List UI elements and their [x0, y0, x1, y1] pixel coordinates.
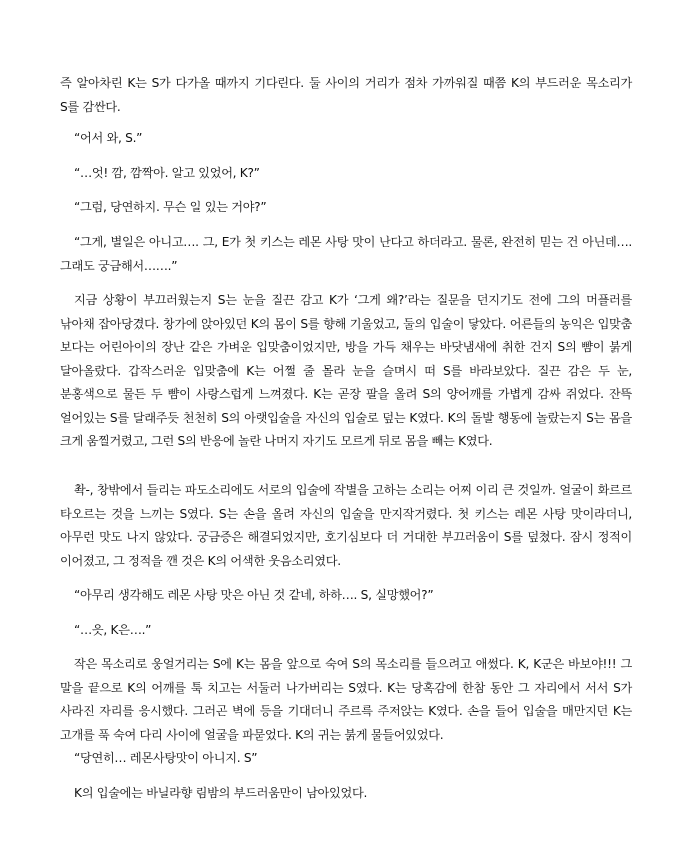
paragraph-5: “그게, 별일은 아니고…. 그, E가 첫 키스는 레몬 사탕 맛이 난다고 하더라고. 물론, 완전히 믿는 건 아닌데…. 그래도 궁금해서…….”: [60, 235, 632, 273]
paragraph-8: “아무리 생각해도 레몬 사탕 맛은 아닌 것 같네, 하하…. S, 실망했어?”: [74, 588, 434, 602]
paragraph-7: 촥-, 창밖에서 들리는 파도소리에도 서로의 입술에 작별을 고하는 소리는 어찌 이리 큰 것일까. 얼굴이 화르르 타오르는 것을 느끼는 S였다. S는 손을 올려 자신의 입술을 만지작거렸다. 첫 키스는 레몬 사탕 맛이라더니, 아무런 맛도 나지 않았다. 궁금증은 해결되었지만, 호기심보다 더 거대한 부끄러움이 S를 덮쳤다. 잠시 정적이 이어졌고, 그 정적을 깬 것은 K의 어색한 웃음소리였다.: [60, 483, 632, 568]
paragraph-1: 즉 알아차린 K는 S가 다가올 때까지 기다린다. 둘 사이의 거리가 점차 가까워질 때쯤 K의 부드러운 목소리가 S를 감싼다.: [60, 76, 632, 114]
paragraph-2: “어서 와, S.”: [74, 131, 143, 145]
paragraph-11: “당연히… 레몬사탕맛이 아니지. S”: [74, 751, 258, 765]
paragraph-6: 지금 상황이 부끄러웠는지 S는 눈을 질끈 감고 K가 ‘그게 왜?’라는 질문을 던지기도 전에 그의 머플러를 낚아채 잡아당겼다. 창가에 앉아있던 K의 몸이 S를 향해 기울었고, 둘의 입술이 닿았다. 어른들의 농익은 입맞춤 보다는 어린아이의 장난 같은 가벼운 입맞춤이었지만, 방을 가득 채우는 바닷냄새에 취한 건지 S의 뺨이 붉게 달아올랐다. 갑작스러운 입맞춤에 K는 어쩔 줄 몰라 눈을 슬며시 떠 S를 바라보았다. 질끈 감은 두 눈, 분홍색으로 물든 두 뺨이 사랑스럽게 느껴졌다. K는 곧장 팔을 올려 S의 양어깨를 가볍게 감싸 쥐었다. 잔뜩 얼어있는 S를 달래주듯 천천히 S의 아랫입술을 자신의 입술로 덮는 K였다. K의 돌발 행동에 놀랐는지 S는 몸을 크게 움찔거렸고, 그런 S의 반응에 놀란 나머지 자기도 모르게 뒤로 몸을 빼는 K였다.: [60, 293, 632, 448]
paragraph-3: “…엇! 깜, 깜짝아. 알고 있었어, K?”: [74, 166, 260, 180]
paragraph-4: “그럼, 당연하지. 무슨 일 있는 거야?”: [74, 200, 267, 214]
paragraph-12: K의 입술에는 바닐라향 림밤의 부드러움만이 남아있었다.: [74, 786, 368, 800]
paragraph-10: 작은 목소리로 웅얼거리는 S에 K는 몸을 앞으로 숙여 S의 목소리를 들으려고 애썼다. K, K군은 바보야!!! 그 말을 끝으로 K의 어깨를 툭 치고는 서둘러 나가버리는 S였다. K는 당혹감에 한참 동안 그 자리에서 서서 S가 사라진 자리를 응시했다. 그러곤 벽에 등을 기대더니 주르륵 주저앉는 K였다. 손을 들어 입술을 매만지던 K는 고개를 푹 숙여 다리 사이에 얼굴을 파묻었다. K의 귀는 붉게 물들어있었다.: [60, 657, 632, 742]
paragraph-9: “…읏, K은….”: [74, 623, 152, 637]
